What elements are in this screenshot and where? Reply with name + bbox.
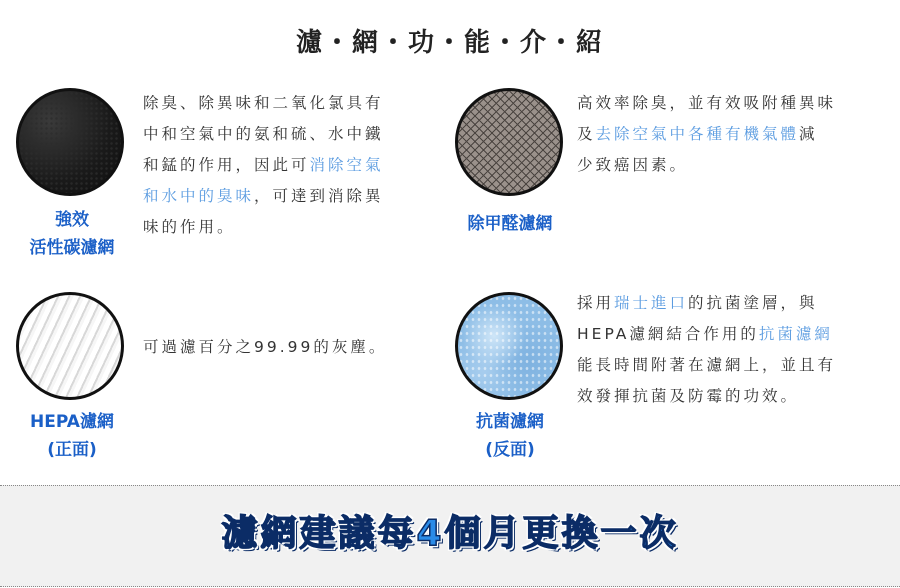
label-line: (正面) (47, 440, 97, 460)
label-line: 活性碳濾網 (29, 238, 115, 258)
highlighted-text: 和水中的臭味 (143, 187, 255, 205)
formaldehyde-filter-label (440, 210, 580, 238)
description-text: HEPA濾網結合作用的 (577, 325, 759, 343)
description-text: 採用 (577, 294, 615, 312)
carbon-filter-label (8, 206, 136, 262)
antibacterial-filter-image (455, 292, 563, 400)
description-line (577, 381, 887, 412)
description-line (143, 181, 443, 212)
highlighted-text: 消除空氣 (309, 156, 384, 174)
description-text: 高效率除臭，並有效吸附種異味 (577, 94, 837, 112)
description-line (577, 88, 887, 119)
description-text: 中和空氣中的氨和硫、水中鐵 (143, 125, 384, 143)
antibacterial-filter-label (440, 408, 580, 464)
formaldehyde-filter-description (577, 88, 887, 181)
label-line: 強效 (55, 210, 89, 230)
description-text: ，可達到消除異 (254, 187, 384, 205)
description-text: 除臭、除異味和二氧化氯具有 (143, 94, 384, 112)
replacement-banner: 濾網建議每4個月更換一次 (221, 513, 679, 554)
label-line: 抗菌濾網 (476, 412, 544, 432)
description-text: 能長時間附著在濾網上，並且有 (577, 356, 837, 374)
description-line (143, 332, 443, 363)
description-line (143, 212, 443, 243)
description-line (577, 150, 887, 181)
description-text: 少致癌因素。 (577, 156, 689, 174)
hepa-filter-label (8, 408, 136, 464)
description-text: 及 (577, 125, 596, 143)
label-line: 除甲醛濾網 (467, 214, 553, 234)
highlighted-text: 抗菌濾網 (758, 325, 833, 343)
highlighted-text: 瑞士進口 (614, 294, 689, 312)
description-text: 減 (799, 125, 818, 143)
description-line (577, 350, 887, 381)
formaldehyde-filter-image (455, 88, 563, 196)
label-line: HEPA濾網 (30, 412, 114, 432)
carbon-filter-description (143, 88, 443, 243)
description-line (577, 119, 887, 150)
description-text: 和錳的作用，因此可 (143, 156, 310, 174)
description-line (577, 288, 887, 319)
description-line (143, 88, 443, 119)
description-line (143, 150, 443, 181)
description-text: 的抗菌塗層，與 (688, 294, 818, 312)
hepa-filter-description (143, 332, 443, 363)
antibacterial-filter-description (577, 288, 887, 412)
highlighted-text: 去除空氣中各種有機氣體 (595, 125, 800, 143)
label-line: (反面) (485, 440, 535, 460)
hepa-filter-image (16, 292, 124, 400)
carbon-filter-image (16, 88, 124, 196)
description-text: 可過濾百分之99.99的灰塵。 (143, 338, 388, 356)
description-line (577, 319, 887, 350)
page-title: 濾・網・功・能・介・紹 (295, 28, 604, 58)
description-line (143, 119, 443, 150)
description-text: 效發揮抗菌及防霉的功效。 (577, 387, 800, 405)
description-text: 味的作用。 (143, 218, 236, 236)
